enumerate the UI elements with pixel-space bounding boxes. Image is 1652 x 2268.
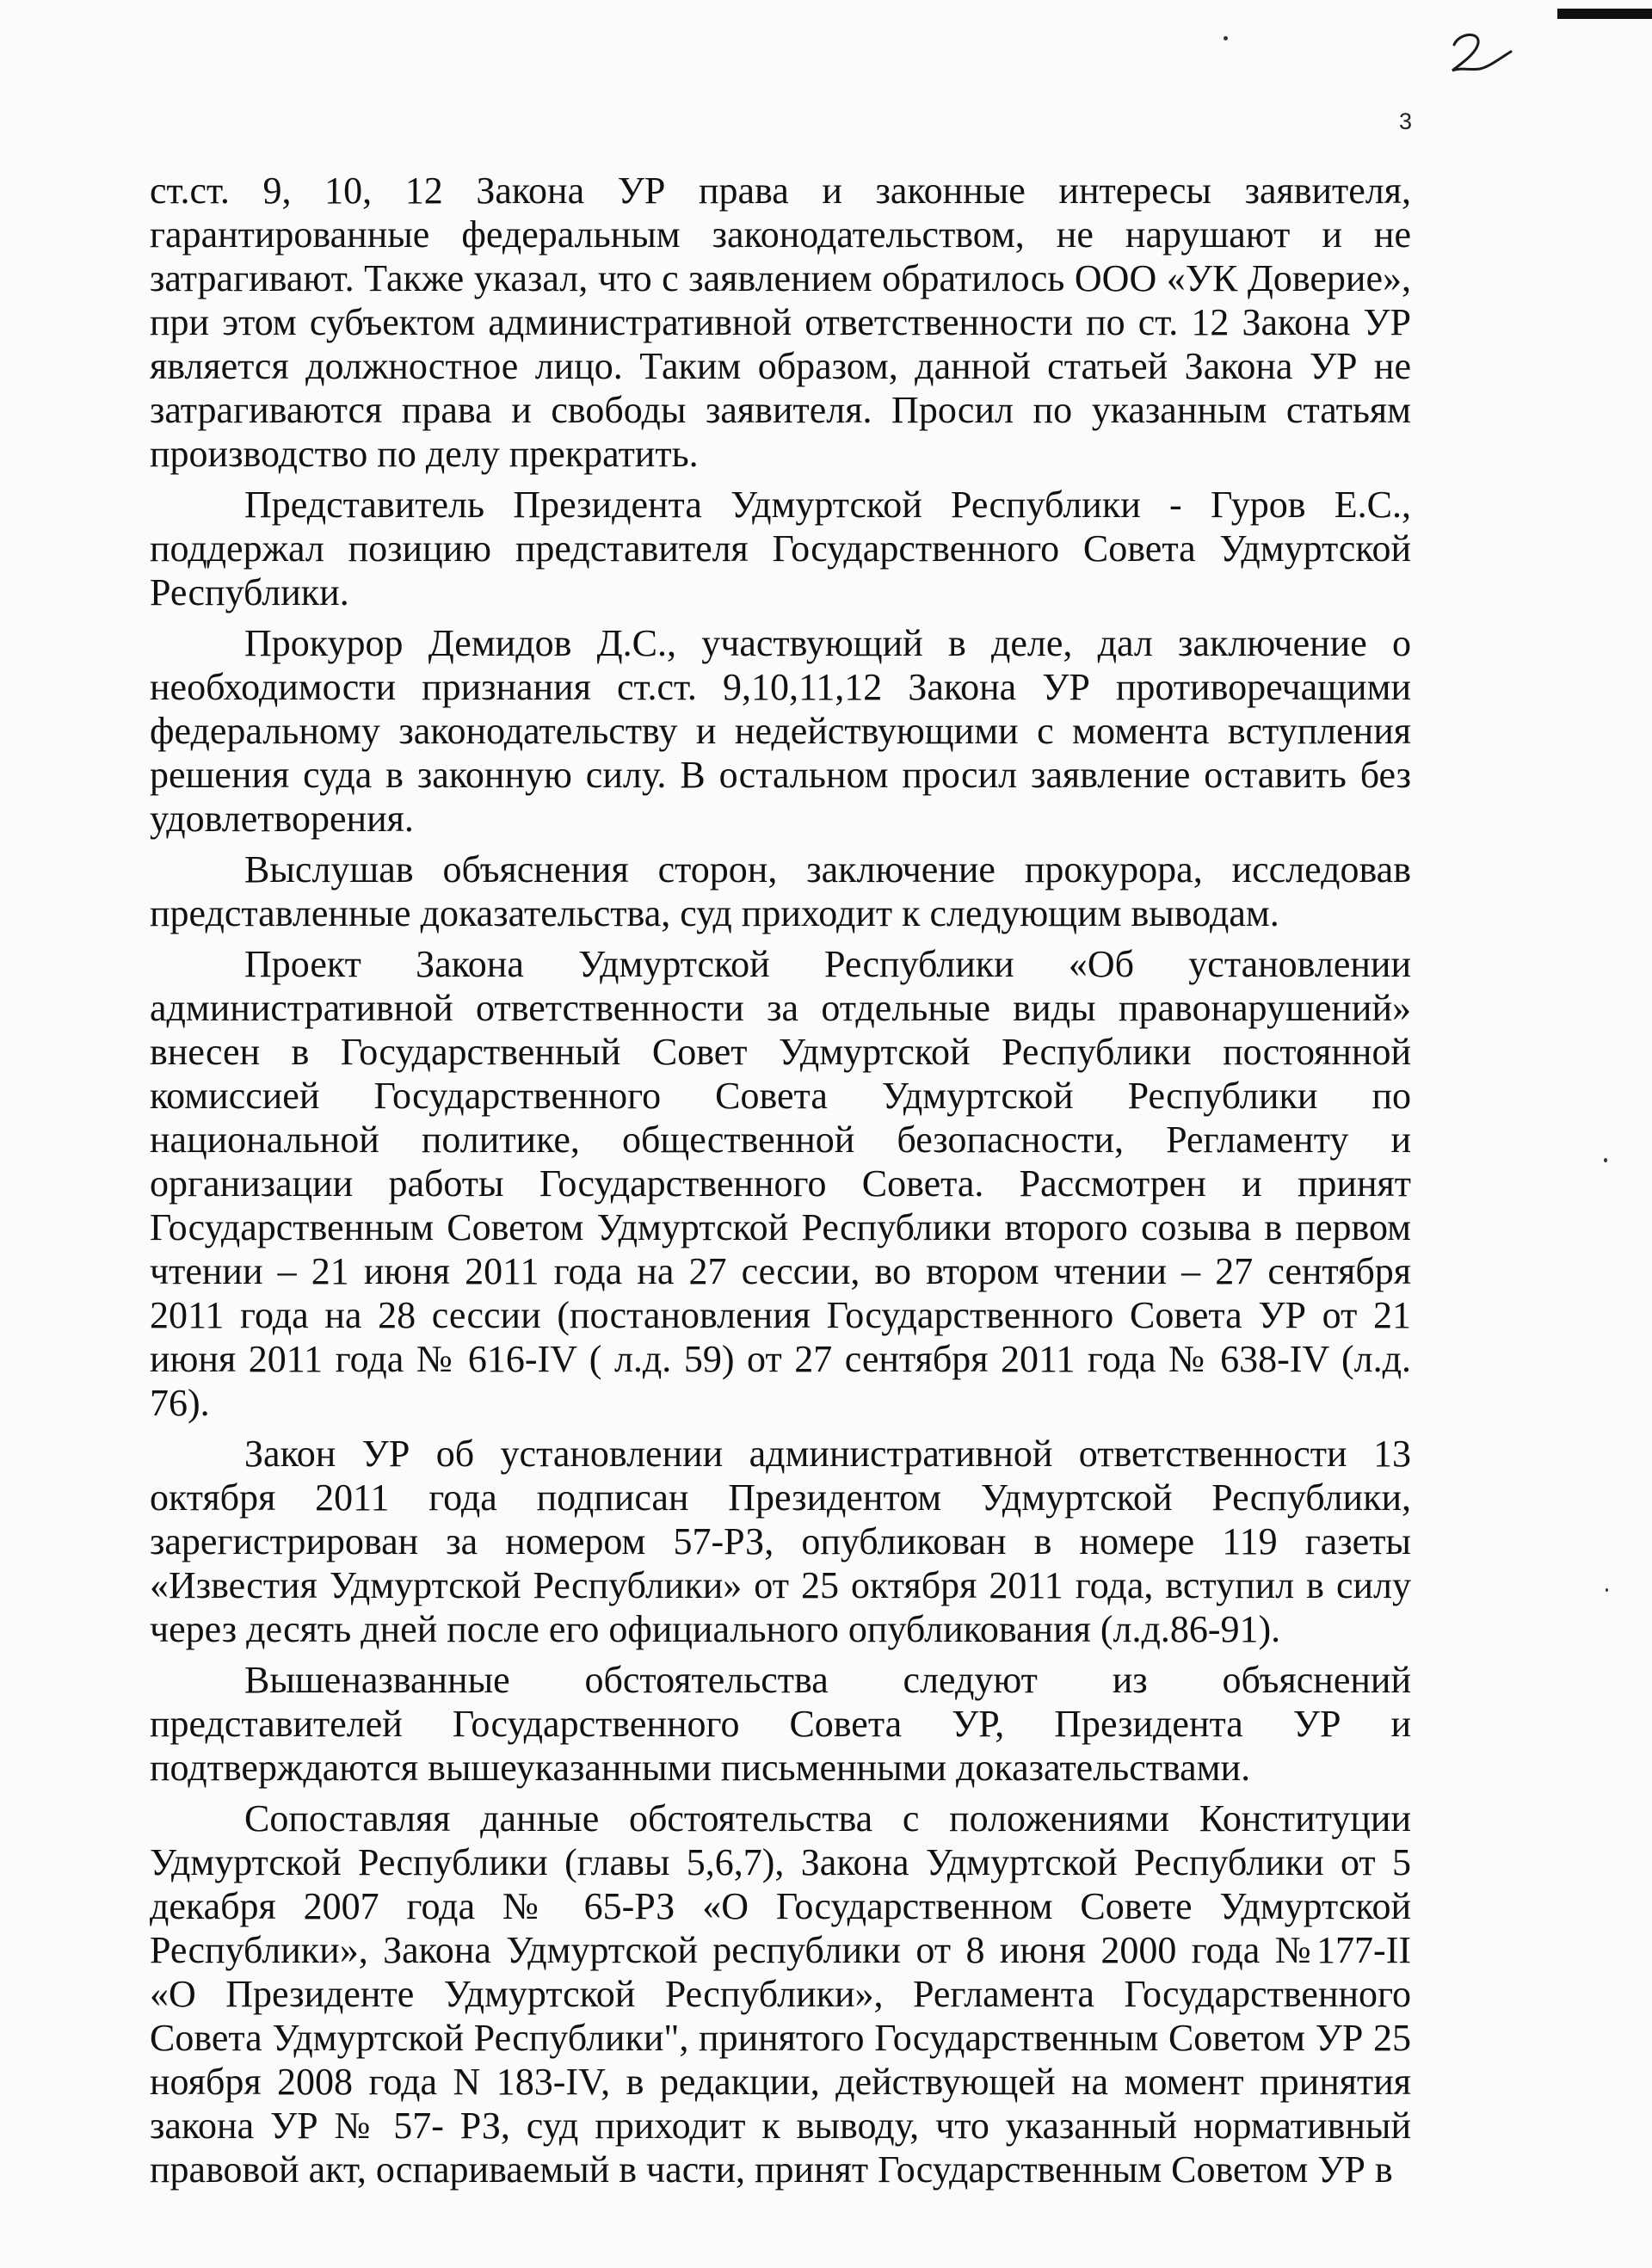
handwritten-page-mark: [1435, 26, 1521, 77]
scan-speck: [1224, 36, 1228, 40]
scan-edge-bar: [1557, 9, 1652, 19]
document-body: [150, 169, 1411, 2198]
paragraph: Вышеназванные обстоятельства следуют из объяснений представителей Государственного Совета УР, Президента УР и подтверждаются вышеуказанными письменными доказательствами.: [150, 1659, 1411, 1789]
page-number: 3: [1399, 108, 1413, 134]
scan-speck: [1604, 1158, 1607, 1162]
paragraph: Сопоставляя данные обстоятельства с положениями Конституции Удмуртской Республики (главы 5,6,7), Закона Удмуртской Республики от 5 декабря 2007 года № 65-РЗ «О Государственном Совете Удмуртской Республики», Закона Удмуртской республики от 8 июня 2000 года №177-II «О Президенте Удмуртской Республики», Регламента Государственного Совета Удмуртской Республики", принятого Государственным Советом УР 25 ноября 2008 года N 183-IV, в редакции, действующей на момент принятия закона УР № 57- РЗ, суд приходит к выводу, что указанный нормативный правовой акт, оспариваемый в части, принят Государственным Советом УР в: [150, 1797, 1411, 2191]
paragraph: Закон УР об установлении административной ответственности 13 октября 2011 года подписан Президентом Удмуртской Республики, зарегистрирован за номером 57-РЗ, опубликован в номере 119 газеты «Известия Удмуртской Республики» от 25 октября 2011 года, вступил в силу через десять дней после его официального опубликования (л.д.86-91).: [150, 1433, 1411, 1650]
paragraph: Представитель Президента Удмуртской Республики - Гуров Е.С., поддержал позицию представителя Государственного Совета Удмуртской Республики.: [150, 484, 1411, 613]
paragraph: Прокурор Демидов Д.С., участвующий в деле, дал заключение о необходимости признания ст.ст. 9,10,11,12 Закона УР противоречащими федеральному законодательству и недействующими с момента вступления решения суда в законную силу. В остальном просил заявление оставить без удовлетворения.: [150, 622, 1411, 840]
paragraph: Проект Закона Удмуртской Республики «Об установлении административной ответственности за отдельные виды правонарушений» внесен в Государственный Совет Удмуртской Республики постоянной комиссией Государственного Совета Удмуртской Республики по национальной политике, общественной безопасности, Регламенту и организации работы Государственного Совета. Рассмотрен и принят Государственным Советом Удмуртской Республики второго созыва в первом чтении – 21 июня 2011 года на 27 сессии, во втором чтении – 27 сентября 2011 года на 28 сессии (постановления Государственного Совета УР от 21 июня 2011 года № 616-IV ( л.д. 59) от 27 сентября 2011 года № 638-IV (л.д. 76).: [150, 943, 1411, 1424]
paragraph: ст.ст. 9, 10, 12 Закона УР права и законные интересы заявителя, гарантированные федеральным законодательством, не нарушают и не затрагивают. Также указал, что с заявлением обратилось ООО «УК Доверие», при этом субъектом административной ответственности по ст. 12 Закона УР является должностное лицо. Таким образом, данной статьей Закона УР не затрагиваются права и свободы заявителя. Просил по указанным статьям производство по делу прекратить.: [150, 169, 1411, 475]
scan-speck: [1606, 1588, 1608, 1592]
paragraph: Выслушав объяснения сторон, заключение прокурора, исследовав представленные доказательства, суд приходит к следующим выводам.: [150, 848, 1411, 934]
